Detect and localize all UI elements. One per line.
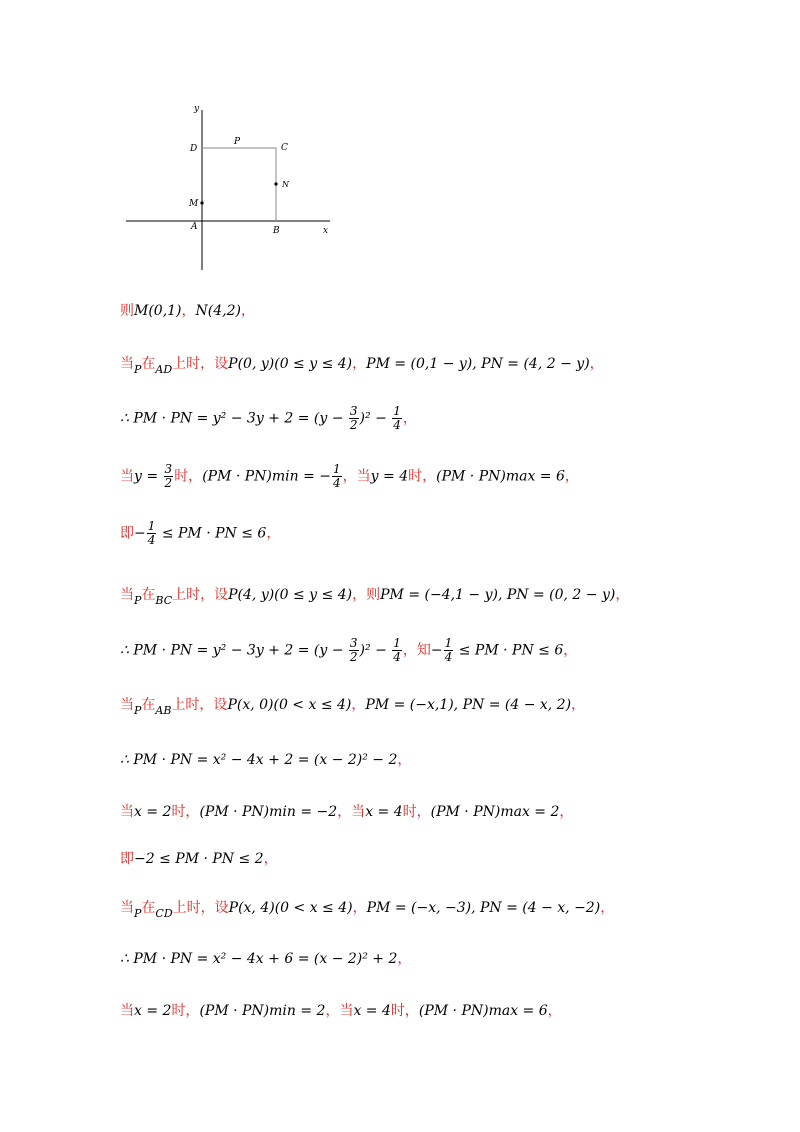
- solution-line-14: [120, 1000, 562, 1022]
- solution-line-10: [120, 801, 573, 823]
- math-expression: P(4, y)(0 ≤ y ≤ 4): [228, 587, 353, 603]
- chinese-text: 当: [120, 468, 134, 485]
- fraction-denominator: 2: [349, 418, 358, 432]
- label-m: M: [189, 199, 199, 209]
- math-expression: ∴ PM · PN = y² − 3y + 2 = (y −: [120, 410, 348, 427]
- math-expression: (PM · PN)min = −2: [199, 804, 338, 820]
- math-variable: P: [134, 594, 142, 607]
- chinese-text: 上时，设: [172, 587, 229, 603]
- math-expression: x = 2: [134, 1003, 172, 1019]
- chinese-text: ，: [352, 900, 367, 916]
- chinese-text: ，: [240, 303, 255, 319]
- fraction-numerator: 3: [164, 462, 173, 476]
- math-expression: PM = (0,1 − y), PN = (4, 2 − y): [366, 356, 590, 372]
- chinese-text: 时，: [171, 1003, 200, 1019]
- label-a: A: [191, 222, 198, 232]
- fraction: [444, 637, 454, 664]
- chinese-text: 在: [141, 587, 156, 603]
- chinese-text: ，: [266, 525, 281, 542]
- chinese-text: ，: [571, 697, 586, 713]
- fraction-numerator: 1: [444, 636, 453, 650]
- chinese-text: 当: [120, 1003, 134, 1019]
- solution-line-3: [120, 405, 417, 432]
- chinese-text: 在: [141, 697, 156, 713]
- chinese-text: ，当: [337, 804, 366, 820]
- math-expression: x = 2: [134, 804, 172, 820]
- solution-line-12: [120, 897, 614, 925]
- chinese-text: 时，: [402, 804, 431, 820]
- label-n: N: [282, 180, 289, 189]
- math-expression: ∴ PM · PN = x² − 4x + 2 = (x − 2)² − 2: [120, 752, 398, 768]
- math-expression: PM = (−x, −3), PN = (4 − x, −2): [366, 900, 601, 916]
- math-expression: −: [134, 525, 146, 542]
- chinese-text: ，: [559, 804, 574, 820]
- chinese-text: ，: [563, 642, 578, 659]
- chinese-text: 在: [141, 356, 156, 372]
- point-m: [200, 201, 203, 204]
- solution-line-2: [120, 353, 604, 381]
- math-expression: PM = (−4,1 − y), PN = (0, 2 − y): [380, 587, 616, 603]
- chinese-text: ，: [263, 851, 278, 867]
- fraction-denominator: 4: [333, 476, 341, 490]
- math-expression: )² −: [359, 642, 392, 659]
- label-x: x: [323, 226, 329, 236]
- chinese-text: ，: [181, 303, 196, 319]
- chinese-text: ，: [615, 587, 630, 603]
- chinese-text: 当: [120, 804, 134, 820]
- math-expression: P(x, 4)(0 < x ≤ 4): [228, 900, 353, 916]
- math-expression: (PM · PN)max = 6: [436, 468, 565, 485]
- label-c: C: [281, 143, 288, 153]
- chinese-text: 时，: [390, 1003, 419, 1019]
- math-expression: −2 ≤ PM · PN ≤ 2: [134, 851, 264, 867]
- label-y: y: [194, 104, 200, 114]
- chinese-text: ，则: [352, 587, 381, 603]
- math-expression: y =: [134, 468, 163, 485]
- math-variable: AD: [155, 363, 173, 376]
- chinese-text: ，: [397, 951, 412, 967]
- chinese-text: ，知: [402, 642, 431, 659]
- fraction: [332, 463, 342, 490]
- chinese-text: 当: [120, 587, 134, 603]
- fraction-denominator: 4: [393, 650, 401, 664]
- math-expression: M(0,1): [134, 303, 182, 319]
- fraction-numerator: 1: [147, 519, 156, 533]
- fraction-numerator: 1: [393, 404, 401, 418]
- chinese-text: ，: [352, 356, 367, 372]
- chinese-text: 即: [120, 851, 134, 867]
- math-expression: (PM · PN)max = 2: [430, 804, 560, 820]
- fraction-numerator: 3: [349, 404, 358, 418]
- math-variable: CD: [155, 907, 173, 920]
- math-expression: P(x, 0)(0 < x ≤ 4): [227, 697, 352, 713]
- fraction: [392, 405, 402, 432]
- fraction-denominator: 2: [349, 650, 358, 664]
- chinese-text: ，: [402, 410, 417, 427]
- solution-line-8: [120, 694, 585, 722]
- chinese-text: 当: [120, 697, 134, 713]
- coordinate-figure: [118, 96, 338, 276]
- chinese-text: ，: [397, 752, 412, 768]
- math-expression: y = 4: [370, 468, 409, 485]
- math-variable: P: [134, 704, 142, 717]
- math-expression: ≤ PM · PN ≤ 6: [454, 642, 564, 659]
- chinese-text: ，: [600, 900, 615, 916]
- chinese-text: 时，: [171, 804, 200, 820]
- chinese-text: ，当: [325, 1003, 354, 1019]
- solution-line-4: [120, 463, 579, 490]
- chinese-text: 当: [120, 900, 134, 916]
- math-expression: N(4,2): [195, 303, 241, 319]
- fraction: [147, 520, 157, 547]
- chinese-text: ，: [547, 1003, 562, 1019]
- fraction-denominator: 4: [444, 650, 453, 664]
- chinese-text: 当: [120, 356, 134, 372]
- solution-line-9: [120, 749, 411, 771]
- fraction-numerator: 1: [393, 636, 401, 650]
- math-expression: P(0, y)(0 ≤ y ≤ 4): [228, 356, 353, 372]
- solution-line-6: [120, 584, 629, 612]
- chinese-text: ，: [564, 468, 579, 485]
- chinese-text: 则: [120, 303, 134, 319]
- fraction: [349, 405, 359, 432]
- chinese-text: 即: [120, 525, 134, 542]
- math-expression: −: [430, 642, 443, 659]
- math-variable: P: [134, 907, 142, 920]
- fraction-denominator: 2: [164, 476, 173, 490]
- chinese-text: ，: [589, 356, 604, 372]
- solution-line-13: [120, 948, 411, 970]
- chinese-text: ，当: [342, 468, 371, 485]
- label-d: D: [190, 144, 198, 154]
- fraction: [164, 463, 174, 490]
- math-expression: ≤ PM · PN ≤ 6: [157, 525, 267, 542]
- solution-line-1: [120, 300, 255, 322]
- fraction-numerator: 3: [349, 636, 358, 650]
- fraction-numerator: 1: [333, 462, 341, 476]
- math-expression: )² −: [359, 410, 392, 427]
- chinese-text: 上时，设: [171, 697, 228, 713]
- fraction: [392, 637, 402, 664]
- math-expression: PM = (−x,1), PN = (4 − x, 2): [365, 697, 572, 713]
- chinese-text: 时，: [174, 468, 203, 485]
- chinese-text: ，: [351, 697, 366, 713]
- math-expression: (PM · PN)min = 2: [199, 1003, 326, 1019]
- math-expression: ∴ PM · PN = x² − 4x + 6 = (x − 2)² + 2: [120, 951, 398, 967]
- math-expression: (PM · PN)min = −: [202, 468, 332, 485]
- fraction-denominator: 4: [393, 418, 401, 432]
- math-expression: x = 4: [353, 1003, 391, 1019]
- fraction: [349, 637, 359, 664]
- point-n: [274, 182, 277, 185]
- fraction-denominator: 4: [147, 533, 156, 547]
- math-variable: P: [134, 363, 142, 376]
- solution-line-5: [120, 520, 280, 547]
- solution-line-7: [120, 637, 577, 664]
- chinese-text: 上时，设: [172, 356, 229, 372]
- label-b: B: [273, 226, 280, 236]
- math-expression: x = 4: [365, 804, 403, 820]
- math-variable: BC: [155, 594, 173, 607]
- chinese-text: 在: [141, 900, 156, 916]
- square-outline: [202, 148, 276, 221]
- label-p: P: [234, 137, 241, 147]
- math-expression: ∴ PM · PN = y² − 3y + 2 = (y −: [120, 642, 348, 659]
- solution-line-11: [120, 848, 278, 870]
- chinese-text: 时，: [408, 468, 437, 485]
- chinese-text: 上时，设: [172, 900, 229, 916]
- math-variable: AB: [155, 704, 172, 717]
- math-expression: (PM · PN)max = 6: [418, 1003, 548, 1019]
